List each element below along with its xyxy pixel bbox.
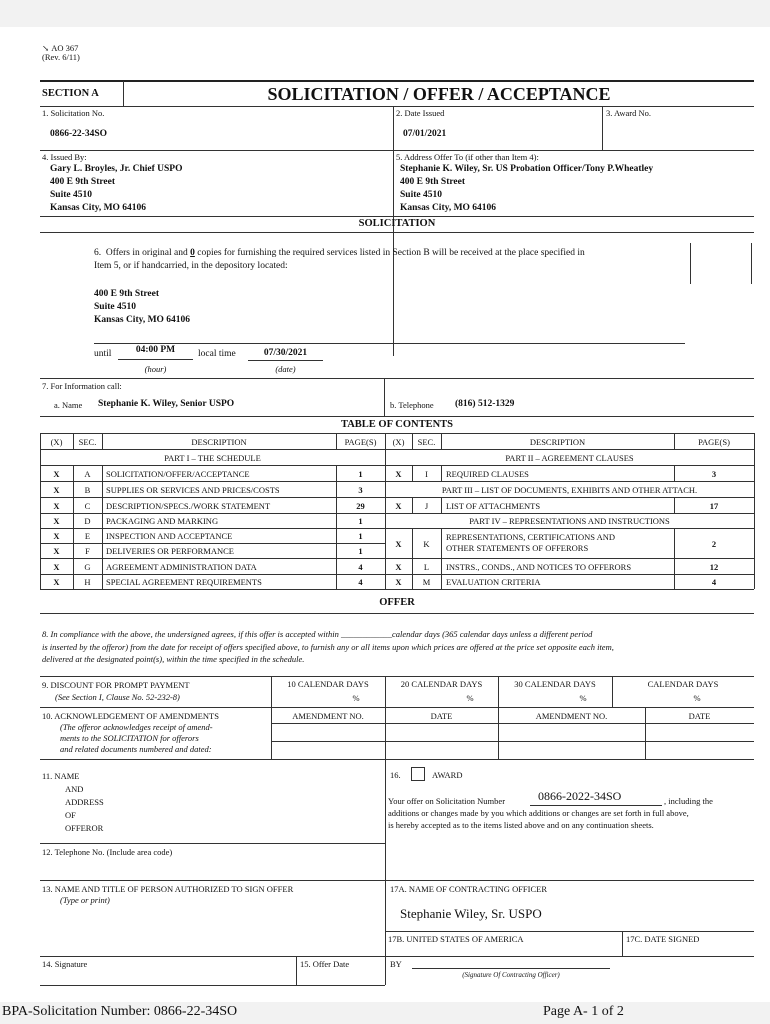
offer-heading: OFFER xyxy=(379,597,415,608)
toc-row-x: X xyxy=(53,577,60,587)
toc-row-desc: SPECIAL AGREEMENT REQUIREMENTS xyxy=(106,577,262,587)
authorized-person-sub: (Type or print) xyxy=(60,895,110,905)
usa-label: 17B. UNITED STATES OF AMERICA xyxy=(388,934,524,944)
offeror-name-label: 11. NAME AND ADDRESS OF OFFEROR xyxy=(42,771,104,833)
toc-row-x: X xyxy=(53,485,60,495)
toc-header-pages-right: PAGE(S) xyxy=(698,437,730,447)
local-time-label: local time xyxy=(198,349,236,359)
toc-row-i-desc: REQUIRED CLAUSES xyxy=(446,469,529,479)
discount-label: 9. DISCOUNT FOR PROMPT PAYMENT xyxy=(42,680,190,690)
offer-date-label: 15. Offer Date xyxy=(300,959,350,969)
deadline-time: 04:00 PM xyxy=(135,345,176,355)
toc-row-sec: G xyxy=(84,562,91,572)
depository-address: 400 E 9th Street Suite 4510 Kansas City, MO 64106 xyxy=(94,289,191,325)
award-label: 16. xyxy=(390,770,401,780)
toc-row-k-sec: K xyxy=(423,539,430,549)
toc-row-desc: INSPECTION AND ACCEPTANCE xyxy=(106,531,233,541)
amend-date-header-2: DATE xyxy=(688,711,711,721)
award-text-1: Your offer on Solicitation Number xyxy=(388,796,506,806)
amend-no-header: AMENDMENT NO. xyxy=(292,711,364,721)
toc-row-i-pages: 3 xyxy=(711,469,717,479)
award-checkbox[interactable] xyxy=(411,767,425,781)
solicitation-heading: SOLICITATION xyxy=(358,218,436,229)
issued-by-block: Gary L. Broyles, Jr. Chief USPO 400 E 9th Street Suite 4510 Kansas City, MO 64106 xyxy=(50,164,183,213)
telephone-label: 12. Telephone No. (Include area code) xyxy=(42,847,173,857)
toc-row-x: X xyxy=(53,516,60,526)
discount-pct-10: % xyxy=(352,693,360,703)
toc-row-x: X xyxy=(53,469,60,479)
toc-row-m-sec: M xyxy=(422,577,431,587)
discount-col-other: CALENDAR DAYS xyxy=(647,679,719,689)
toc-row-j-desc: LIST OF ATTACHMENTS xyxy=(446,501,541,511)
until-label: until xyxy=(94,349,112,359)
discount-col-10: 10 CALENDAR DAYS xyxy=(287,679,369,689)
address-offer-block: Stephanie K. Wiley, Sr. US Probation Officer/Tony P.Wheatley 400 E 9th Street Suite 4510 Kansas City, MO 64106 xyxy=(400,164,654,213)
ack-sub: (The offeror acknowledges receipt of amend- ments to the SOLICITATION for offerors and related documents numbered and dated: xyxy=(60,722,213,754)
toc-row-x: X xyxy=(53,546,60,556)
date-issued: 07/01/2021 xyxy=(403,129,447,139)
offer-text-1: 8. In compliance with the above, the undersigned agrees, if this offer is accepted within ____________calendar days (365 calendar days unless a different period xyxy=(42,629,593,639)
item6-text-2: Item 5, or if handcarried, in the depository located: xyxy=(94,261,288,271)
footer-page-number: Page A- 1 of 2 xyxy=(543,1004,624,1019)
toc-row-sec: A xyxy=(84,469,91,479)
info-telephone: (816) 512-1329 xyxy=(455,399,515,409)
award-text-3: additions or changes made by you which additions or changes are set forth in full above, xyxy=(388,808,689,818)
date-caption: (date) xyxy=(275,364,296,374)
toc-row-pages: 4 xyxy=(358,562,363,572)
offer-text-3: delivered at the designated point(s), within the time specified in the schedule. xyxy=(42,654,305,664)
toc-header-x-right: (X) xyxy=(392,437,405,447)
toc-header-sec-right: SEC. xyxy=(417,437,436,447)
toc-row-pages: 1 xyxy=(358,546,363,556)
discount-col-20: 20 CALENDAR DAYS xyxy=(400,679,483,689)
toc-row-j-x: X xyxy=(395,501,402,511)
deadline-date: 07/30/2021 xyxy=(263,348,308,358)
toc-row-sec: H xyxy=(84,577,91,587)
footer-solicitation-number: BPA-Solicitation Number: 0866-22-34SO xyxy=(2,1004,238,1019)
form-revision: (Rev. 6/11) xyxy=(42,52,80,62)
award-no-label: 3. Award No. xyxy=(606,108,652,118)
toc-row-j-pages: 17 xyxy=(709,501,719,511)
toc-header-desc-right: DESCRIPTION xyxy=(529,437,586,447)
toc-row-desc: AGREEMENT ADMINISTRATION DATA xyxy=(106,562,257,572)
toc-row-desc: SUPPLIES OR SERVICES AND PRICES/COSTS xyxy=(106,485,280,495)
contracting-officer-label: 17A. NAME OF CONTRACTING OFFICER xyxy=(390,884,548,894)
solicitation-no-label: 1. Solicitation No. xyxy=(42,108,105,118)
issued-by-label: 4. Issued By: xyxy=(42,152,87,162)
toc-row-x: X xyxy=(53,531,60,541)
toc-row-desc: DELIVERIES OR PERFORMANCE xyxy=(106,546,234,556)
section-label: SECTION A xyxy=(42,88,99,99)
discount-pct-other: % xyxy=(693,693,701,703)
info-name: Stephanie K. Wiley, Senior USPO xyxy=(98,399,235,409)
toc-row-k-pages: 2 xyxy=(711,539,717,549)
award-text-4: is hereby accepted as to the items listed above and on any continuation sheets. xyxy=(388,820,654,830)
toc-row-pages: 1 xyxy=(358,531,363,541)
toc-row-k-x: X xyxy=(395,539,402,549)
toc-row-desc: DESCRIPTION/SPECS./WORK STATEMENT xyxy=(106,501,271,511)
toc-row-i-sec: I xyxy=(425,469,428,479)
offer-text-2: is inserted by the offeror) from the date for receipt of offers specified above, to furnish any or all items upon which prices are offered at the price set opposite each item, xyxy=(42,642,614,652)
award-solicitation-number: 0866-2022-34SO xyxy=(538,789,622,803)
signature-label: 14. Signature xyxy=(42,959,88,969)
info-name-label: a. Name xyxy=(54,400,83,410)
date-issued-label: 2. Date Issued xyxy=(396,108,445,118)
ack-label: 10. ACKNOWLEDGEMENT OF AMENDMENTS xyxy=(42,711,219,721)
discount-col-30: 30 CALENDAR DAYS xyxy=(514,679,596,689)
toc-header-x: (X) xyxy=(50,437,63,447)
toc-part-2: PART II – AGREEMENT CLAUSES xyxy=(505,453,634,463)
toc-row-desc: SOLICITATION/OFFER/ACCEPTANCE xyxy=(106,469,250,479)
toc-row-m-pages: 4 xyxy=(711,577,717,587)
toc-row-l-desc: INSTRS., CONDS., AND NOTICES TO OFFERORS xyxy=(446,562,632,572)
form-title: SOLICITATION / OFFER / ACCEPTANCE xyxy=(267,84,611,104)
toc-row-pages: 4 xyxy=(358,577,363,587)
contracting-officer-name: Stephanie Wiley, Sr. USPO xyxy=(400,906,542,921)
hour-caption: (hour) xyxy=(144,364,167,374)
toc-heading: TABLE OF CONTENTS xyxy=(340,419,454,430)
toc-row-k-desc: REPRESENTATIONS, CERTIFICATIONS AND OTHER STATEMENTS OF OFFERORS xyxy=(446,532,616,553)
toc-part-4: PART IV – REPRESENTATIONS AND INSTRUCTIONS xyxy=(469,516,670,526)
discount-sub: (See Section I, Clause No. 52-232-8) xyxy=(55,692,180,702)
award-text-2: , including the xyxy=(664,796,713,806)
form-code: ↘ AO 367 xyxy=(42,43,79,53)
info-call-label: 7. For Information call: xyxy=(42,381,122,391)
toc-row-x: X xyxy=(53,562,60,572)
toc-part-3: PART III – LIST OF DOCUMENTS, EXHIBITS AND OTHER ATTACH. xyxy=(441,485,698,495)
award-word: AWARD xyxy=(432,770,463,780)
toc-row-j-sec: J xyxy=(424,501,429,511)
amend-no-header-2: AMENDMENT NO. xyxy=(535,711,608,721)
info-tel-label: b. Telephone xyxy=(390,400,434,410)
solicitation-no: 0866-22-34SO xyxy=(50,129,107,139)
toc-header-sec: SEC. xyxy=(78,437,97,447)
toc-row-m-desc: EVALUATION CRITERIA xyxy=(446,577,541,587)
toc-row-m-x: X xyxy=(395,577,402,587)
item6-text-1: 6. Offers in original and 0 copies for furnishing the required services listed in Section B will be received at the place specified in xyxy=(94,248,585,258)
toc-row-l-pages: 12 xyxy=(709,562,719,572)
toc-row-pages: 1 xyxy=(358,469,363,479)
by-label: BY xyxy=(390,959,402,969)
toc-row-sec: D xyxy=(84,516,91,526)
discount-pct-30: % xyxy=(579,693,587,703)
toc-row-sec: E xyxy=(84,531,91,541)
toc-row-l-x: X xyxy=(395,562,402,572)
signature-caption: (Signature Of Contracting Officer) xyxy=(462,971,560,979)
toc-row-pages: 3 xyxy=(358,485,363,495)
toc-header-desc: DESCRIPTION xyxy=(191,437,247,447)
authorized-person-label: 13. NAME AND TITLE OF PERSON AUTHORIZED TO SIGN OFFER xyxy=(42,884,294,894)
toc-row-l-sec: L xyxy=(423,562,430,572)
toc-row-pages: 29 xyxy=(356,501,365,511)
toc-row-i-x: X xyxy=(395,469,402,479)
toc-row-desc: PACKAGING AND MARKING xyxy=(106,516,219,526)
toc-row-sec: B xyxy=(84,485,91,495)
toc-row-sec: C xyxy=(84,501,91,511)
amend-date-header: DATE xyxy=(430,711,453,721)
toc-row-x: X xyxy=(53,501,60,511)
toc-row-pages: 1 xyxy=(358,516,363,526)
toc-part-1: PART I – THE SCHEDULE xyxy=(164,453,261,463)
toc-row-sec: F xyxy=(85,546,90,556)
toc-header-pages: PAGE(S) xyxy=(344,437,377,447)
discount-pct-20: % xyxy=(466,693,474,703)
date-signed-label: 17C. DATE SIGNED xyxy=(626,934,700,944)
address-offer-label: 5. Address Offer To (if other than Item 4): xyxy=(396,152,539,162)
